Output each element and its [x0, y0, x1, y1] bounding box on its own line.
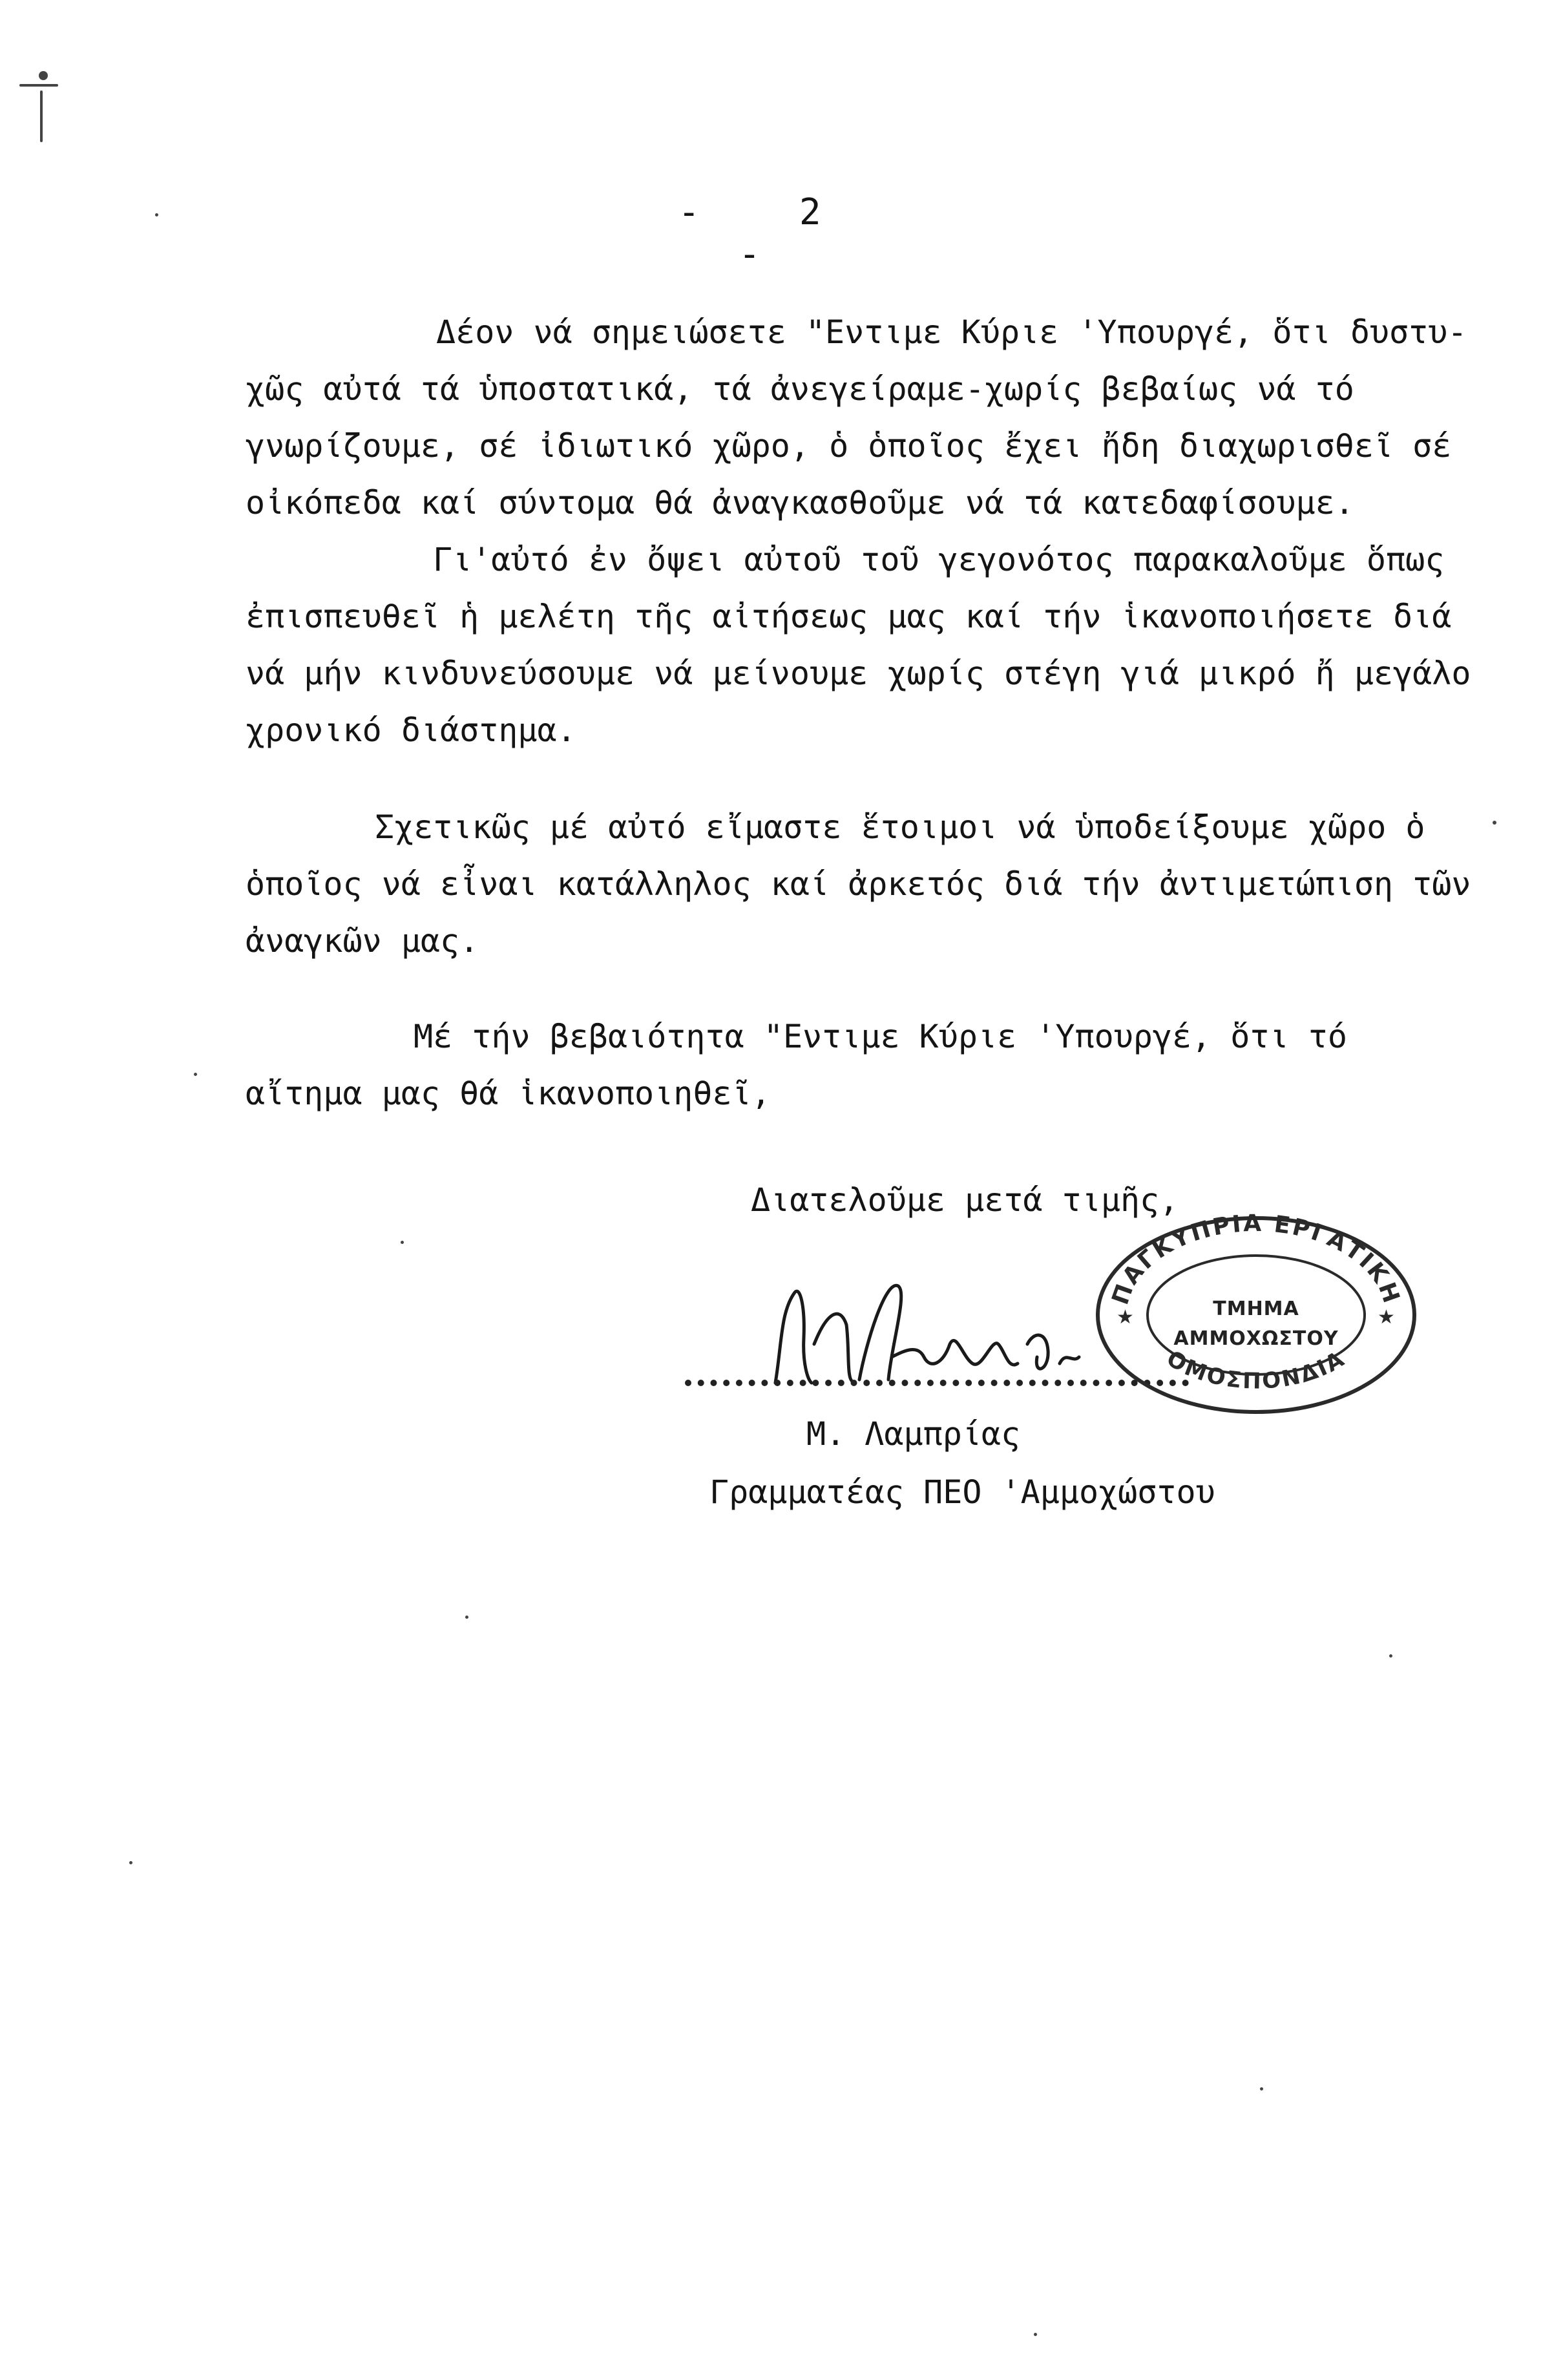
scan-speck: [1034, 2333, 1037, 2336]
svg-text:★: ★: [1117, 1306, 1134, 1329]
paragraph-4: Μέ τήν βεβαιότητα "Εντιμε Κύριε 'Υπουργέ, ὅτι τό αἴτημα μας θά ἱκανοποιηθεῖ,: [246, 1018, 1367, 1112]
scan-speck: [40, 90, 43, 142]
signer-title: Γραμματέας ΠΕΟ 'Αμμοχώστου: [709, 1473, 1215, 1511]
scan-speck: [194, 1073, 197, 1076]
svg-text:ΠΑΓΚΥΠΡΙΑ ΕΡΓΑΤΙΚΗ: ΠΑΓΚΥΠΡΙΑ ΕΡΓΑΤΙΚΗ: [1107, 1210, 1405, 1309]
svg-text:ΟΜΟΣΠΟΝΔΙΑ: ΟΜΟΣΠΟΝΔΙΑ: [1162, 1345, 1350, 1395]
closing-salutation: Διατελοῦμε μετά τιμῆς,: [751, 1181, 1179, 1219]
scan-speck: [1260, 2087, 1263, 2090]
scan-speck: [465, 1616, 468, 1619]
scan-speck: [19, 84, 58, 87]
scan-speck: [155, 213, 158, 216]
scan-speck: [1389, 1654, 1392, 1658]
scan-speck: [39, 71, 48, 80]
paragraph-2: Γι'αὐτό ἐν ὄψει αὐτοῦ τοῦ γεγονότος παρακαλοῦμε ὅπως ἐπισπευθεῖ ἡ μελέτη τῆς αἰτήσεως μας καί τήν ἱκανοποιήσετε διά νά μήν κινδυνεύσουμε νά μείνουμε χωρίς στέγη γιά μικρό ἤ μεγάλο χρονικό διάστημα.: [246, 541, 1491, 749]
paragraph-1: Δέον νά σημειώσετε "Εντιμε Κύριε 'Υπουργέ, ὅτι δυστυ-χῶς αὐτά τά ὑποστατικά, τά ἀνεγείραμε-χωρίς βεβαίως νά τό γνωρίζουμε, σέ ἰδιωτικό χῶρο, ὁ ὁποῖος ἔχει ἤδη διαχωρισθεῖ σέ οἰκόπεδα καί σύντομα θά ἀναγκασθοῦμε νά τά κατεδαφίσουμε.: [246, 313, 1471, 521]
scan-speck: [401, 1241, 404, 1244]
letter-body: [246, 304, 1491, 1122]
organization-stamp: [1088, 1208, 1424, 1422]
page-number: - 2 -: [678, 191, 860, 275]
svg-text:★: ★: [1378, 1306, 1395, 1329]
scan-speck: [129, 1861, 132, 1864]
stamp-department-label: ΤΜΗΜΑ: [1213, 1298, 1299, 1320]
signer-name: Μ. Λαμπρίας: [806, 1415, 1021, 1453]
paragraph-3: Σχετικῶς μέ αὐτό εἴμαστε ἕτοιμοι νά ὑποδείξουμε χῶρο ὁ ὁποῖος νά εἶναι κατάλληλος καί ἀρκετός διά τήν ἀντιμετώπιση τῶν ἀναγκῶν μας.: [246, 808, 1491, 960]
handwritten-signature: [750, 1267, 1111, 1396]
scan-speck: [1493, 821, 1496, 825]
stamp-location-label: ΑΜΜΟΧΩΣΤΟΥ: [1173, 1327, 1339, 1350]
